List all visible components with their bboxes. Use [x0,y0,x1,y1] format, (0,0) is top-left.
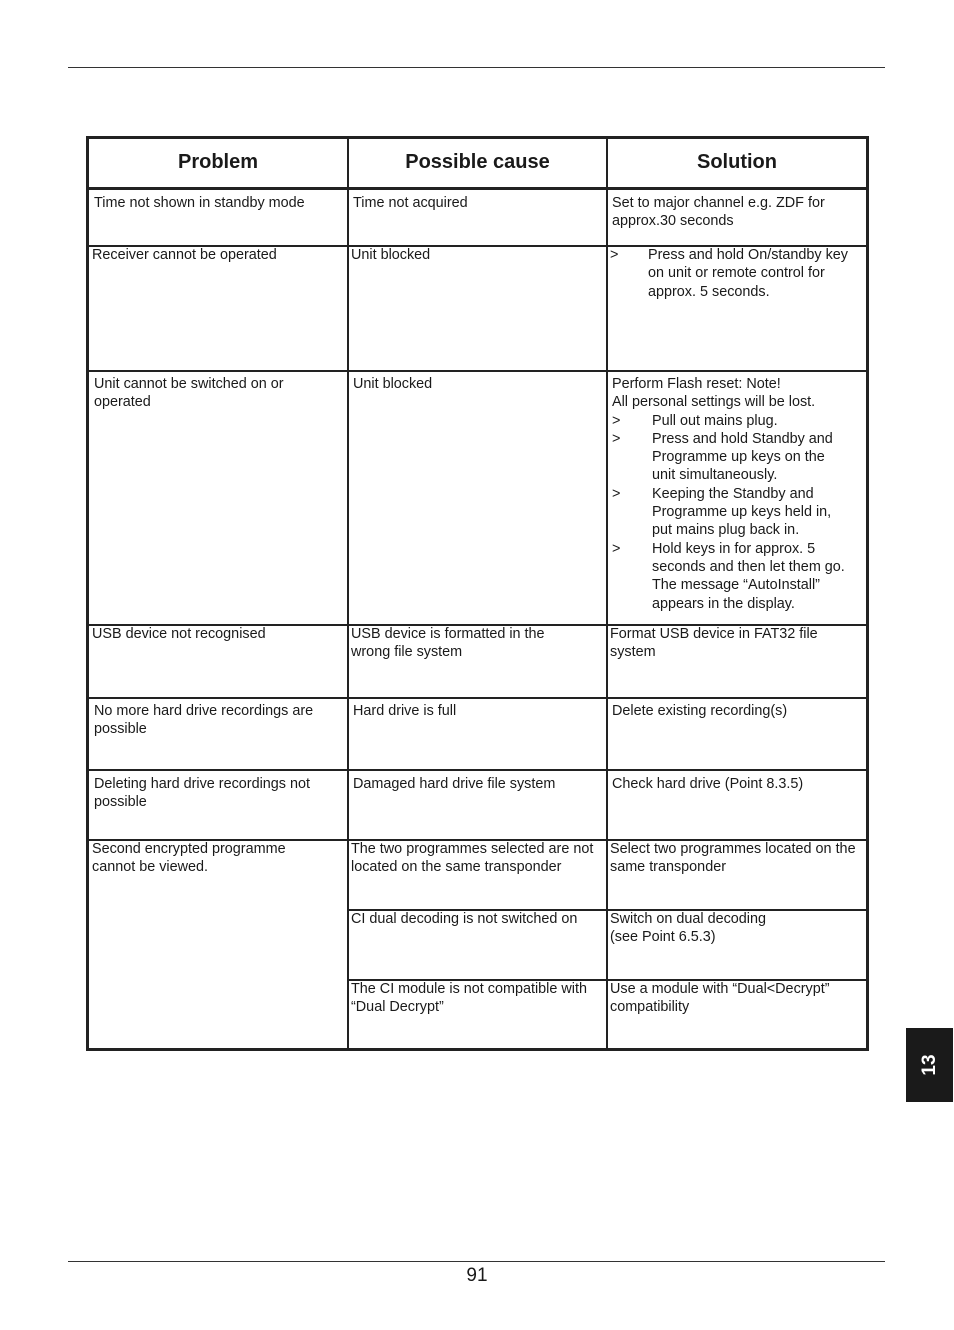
problem-cell: Deleting hard drive recordings not possible [94,776,310,811]
solution-step: > Keeping the Standby and Programme up keys held in, put mains plug back in. [612,485,847,540]
header-possible-cause: Possible cause [405,151,550,173]
cause-cell: Damaged hard drive file system [353,776,556,792]
solution-cell: Set to major channel e.g. ZDF for approx.30 seconds [612,195,825,230]
column-divider [606,139,608,1048]
solution-steps [612,412,847,613]
solution-cell: Format USB device in FAT32 file system [610,626,818,661]
solution-cell [610,910,864,947]
header-divider [89,187,866,190]
solution-line: (see Point 6.5.3) [610,929,716,946]
cause-cell: Unit blocked [351,247,431,263]
row-divider [89,769,866,771]
solution-cell [610,246,866,301]
row-divider [89,697,866,699]
problem-cell: Receiver cannot be operated [92,247,277,263]
header-solution: Solution [697,151,777,173]
solution-cell: Delete existing recording(s) [612,703,788,719]
cause-cell: USB device is formatted in the wrong file system [351,626,545,661]
solution-step: > Press and hold On/standby key on unit or remote control for approx. 5 seconds. [610,246,866,301]
solution-intro-line: All personal settings will be lost. [612,394,816,411]
troubleshooting-table [86,136,869,1051]
column-divider [347,139,349,1048]
problem-cell: Time not shown in standby mode [94,195,305,211]
solution-cell: Check hard drive (Point 8.3.5) [612,776,804,792]
solution-step: > Press and hold Standby and Programme up keys on the unit simultaneously. [612,430,847,485]
problem-cell: Second encrypted programme cannot be viewed. [92,841,286,876]
solution-cell: Select two programmes located on the same transponder [610,841,856,876]
cause-cell: CI dual decoding is not switched on [351,911,578,927]
solution-intro-line: Perform Flash reset: Note! [612,376,781,392]
cause-cell: Hard drive is full [353,703,457,719]
row-divider [89,370,866,372]
solution-step: > Hold keys in for approx. 5 seconds and then let them go. The message “AutoInstall” appears in the display. [612,540,847,613]
solution-cell: Use a module with “Dual<Decrypt” compatibility [610,981,830,1016]
solution-steps [610,246,866,301]
footer-rule [68,1261,885,1262]
chapter-number: 13 [918,1054,940,1076]
cause-cell: The CI module is not compatible with “Dual Decrypt” [351,981,587,1016]
cause-cell: Time not acquired [353,195,468,211]
cause-cell: The two programmes selected are not located on the same transponder [351,841,594,876]
solution-cell [612,375,864,613]
header-problem: Problem [177,151,259,173]
problem-cell: Unit cannot be switched on or operated [94,376,284,411]
problem-cell: No more hard drive recordings are possible [94,703,314,738]
problem-cell: USB device not recognised [92,626,266,642]
solution-line: Switch on dual decoding [610,911,767,927]
header-rule [68,67,885,68]
page-number: 91 [466,1265,488,1286]
solution-step: > Pull out mains plug. [612,412,847,430]
chapter-tab [906,1028,953,1102]
cause-cell: Unit blocked [353,376,433,392]
